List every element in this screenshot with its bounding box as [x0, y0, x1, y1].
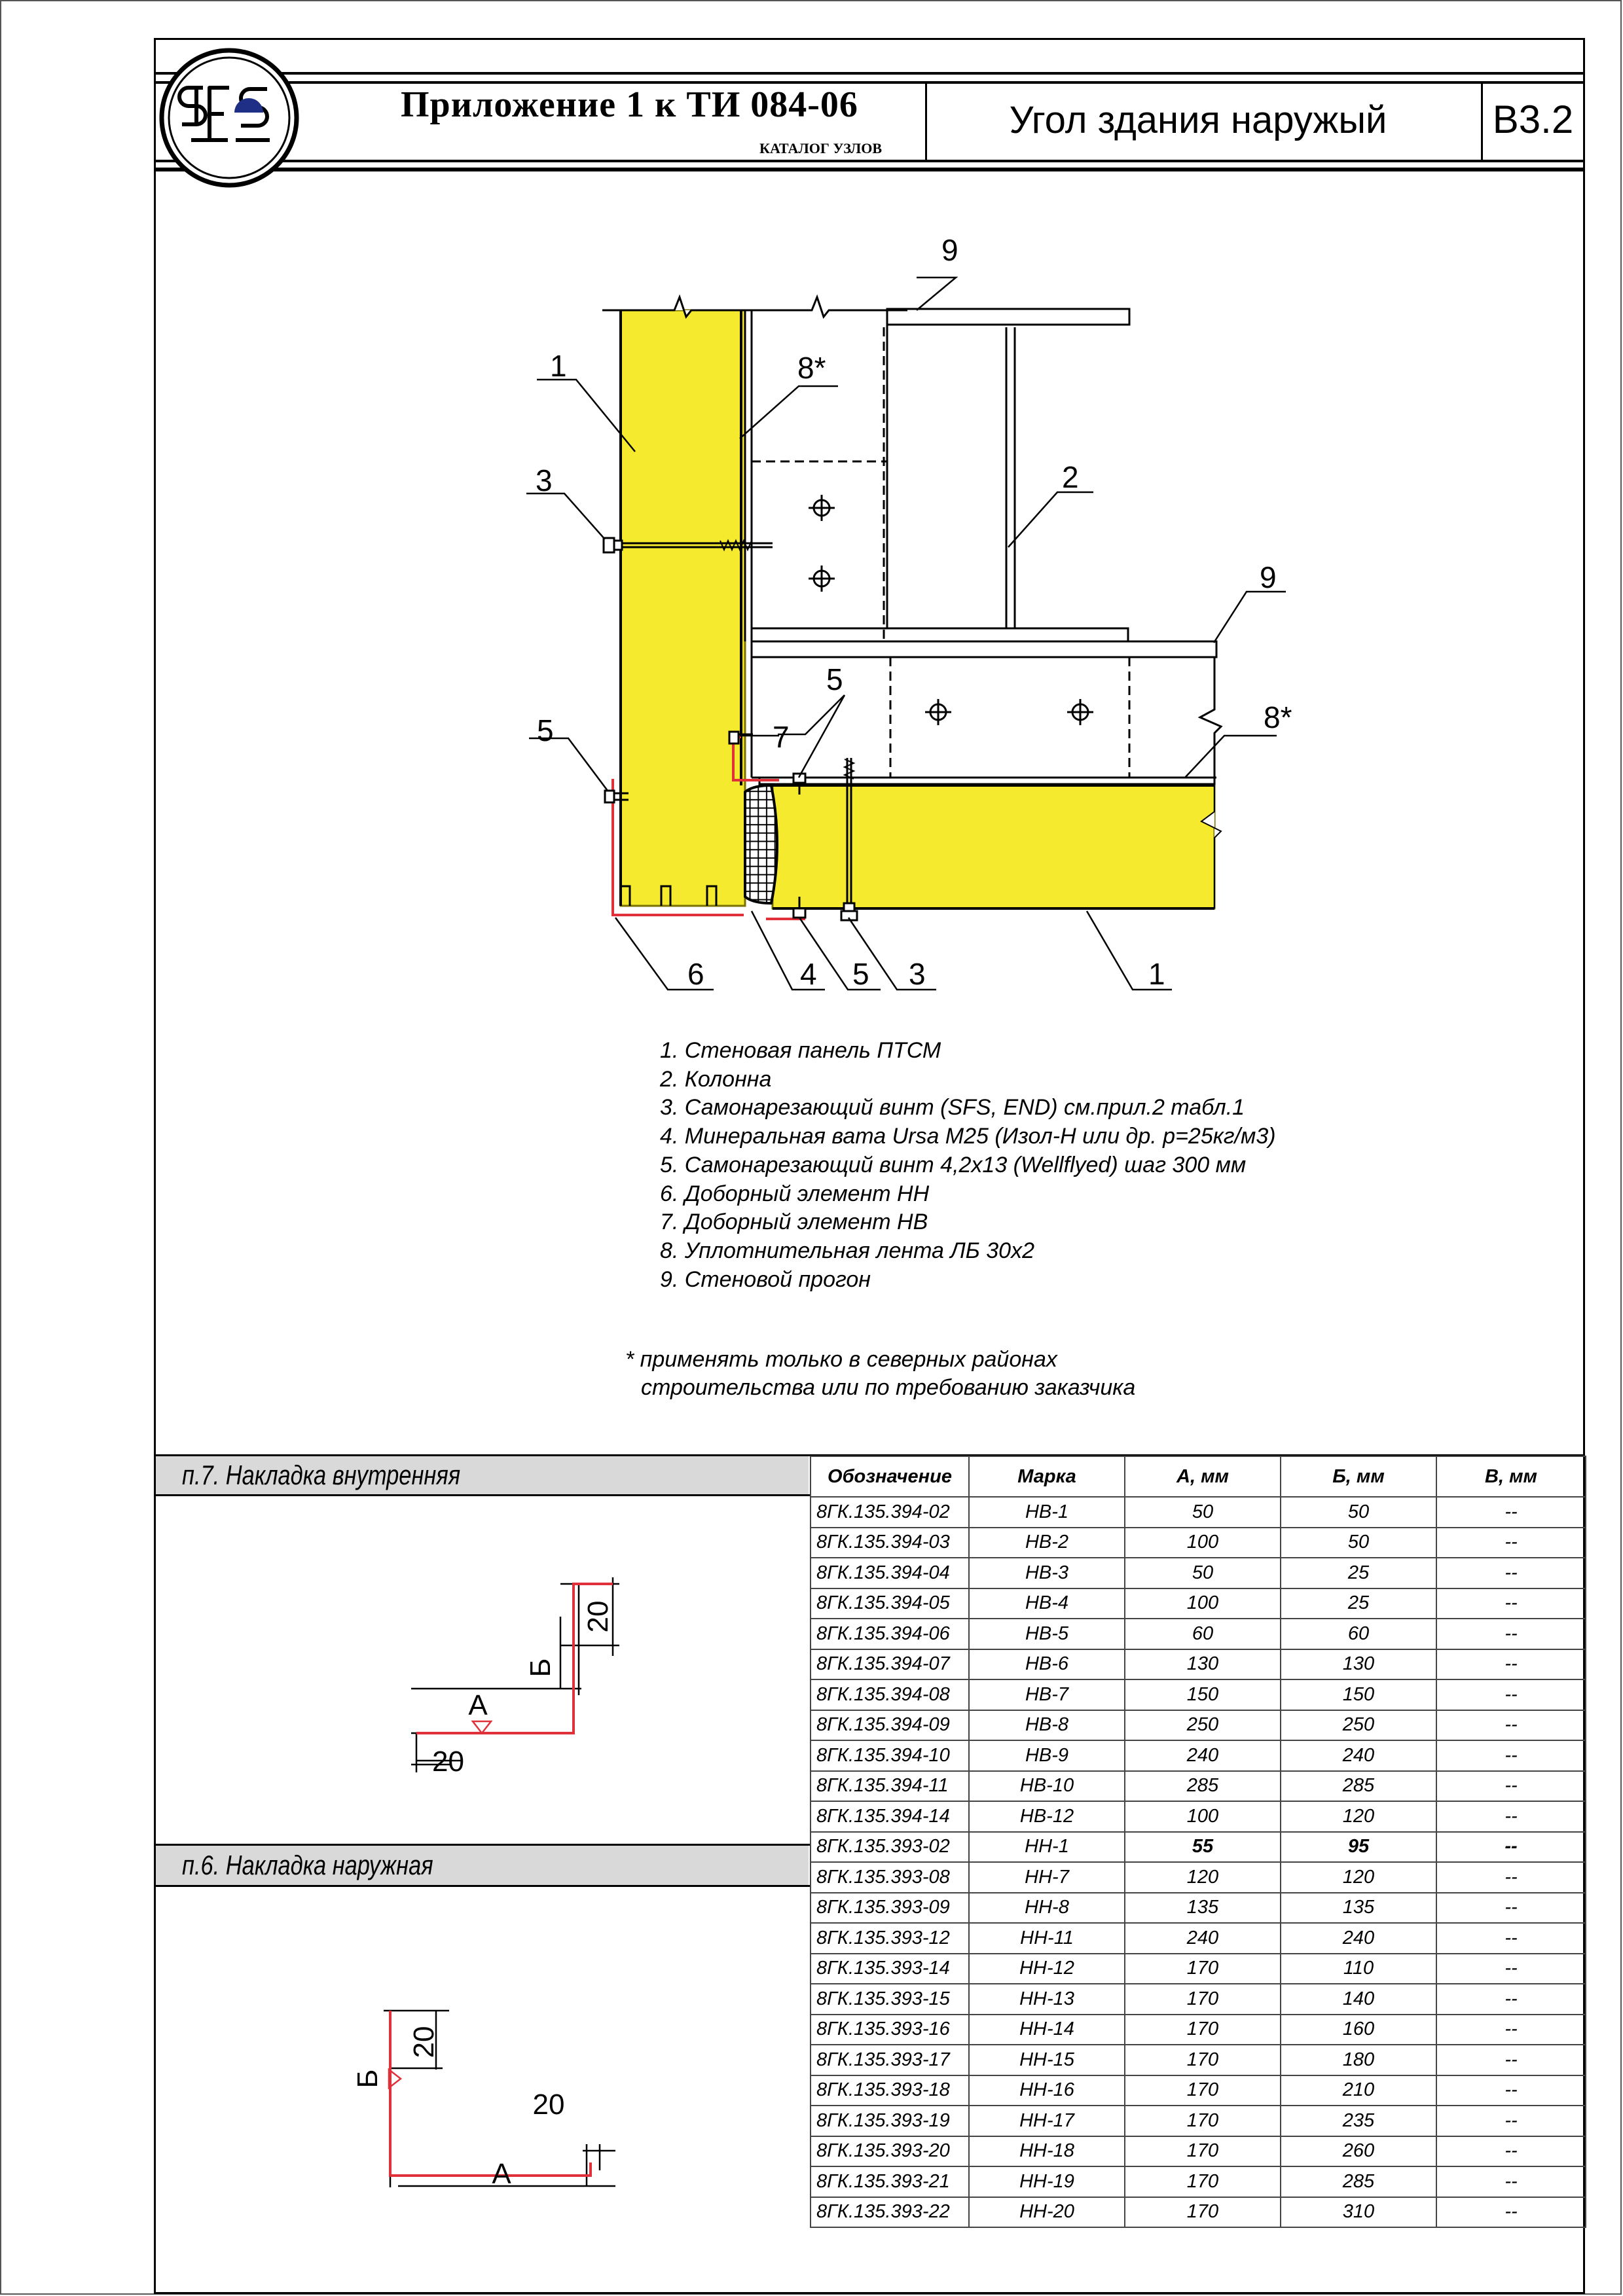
cell-designation: 8ГК.135.393-20 [811, 2136, 969, 2167]
cell-v: -- [1436, 1619, 1586, 1649]
cell-mark: НН-14 [969, 2015, 1125, 2045]
cell-mark: НВ-12 [969, 1801, 1125, 1832]
cell-a: 240 [1125, 1740, 1281, 1771]
dim-a-outer: А [492, 2158, 511, 2190]
vertical-wall-panel [621, 310, 745, 906]
footnote-line-1: * применять только в северных районах [625, 1347, 1057, 1372]
cell-mark: НН-11 [969, 1923, 1125, 1954]
cell-designation: 8ГК.135.394-08 [811, 1679, 969, 1710]
table-row [811, 2045, 1586, 2075]
table-row [811, 1679, 1586, 1710]
cell-designation: 8ГК.135.394-09 [811, 1710, 969, 1741]
cell-a: 170 [1125, 2075, 1281, 2106]
cell-v: -- [1436, 2136, 1586, 2167]
cell-v: -- [1436, 1558, 1586, 1588]
cell-v: -- [1436, 1679, 1586, 1710]
cell-designation: 8ГК.135.393-08 [811, 1862, 969, 1893]
cell-mark: НН-19 [969, 2166, 1125, 2197]
cell-a: 100 [1125, 1801, 1281, 1832]
cell-mark: НВ-1 [969, 1497, 1125, 1528]
table-row [811, 1497, 1586, 1528]
cell-a: 170 [1125, 1954, 1281, 1984]
cell-designation: 8ГК.135.393-14 [811, 1954, 969, 1984]
cell-a: 100 [1125, 1588, 1281, 1619]
cell-v: -- [1436, 1954, 1586, 1984]
table-row [811, 1710, 1586, 1741]
cell-v: -- [1436, 1649, 1586, 1680]
table-row [811, 2166, 1586, 2197]
cell-mark: НН-16 [969, 2075, 1125, 2106]
callout-9-right: 9 [1260, 560, 1277, 594]
cell-b: 235 [1281, 2106, 1436, 2136]
cell-b: 250 [1281, 1710, 1436, 1741]
dim-20-outer-left: 20 [408, 2026, 440, 2058]
table-row [811, 1862, 1586, 1893]
cell-a: 100 [1125, 1528, 1281, 1558]
callout-5-mid: 5 [826, 662, 843, 696]
outer-flashing-sketch [340, 1996, 615, 2193]
table-row [811, 2015, 1586, 2045]
dim-a-inner: А [468, 1689, 488, 1721]
footnote-line-2: строительства или по требованию заказчика [641, 1375, 1136, 1400]
cell-designation: 8ГК.135.393-16 [811, 2015, 969, 2045]
cell-b: 110 [1281, 1954, 1436, 1984]
cell-a: 50 [1125, 1558, 1281, 1588]
cell-b: 240 [1281, 1923, 1436, 1954]
cell-mark: НН-13 [969, 1984, 1125, 2015]
inner-flashing-sketch [393, 1571, 629, 1787]
legend-item: 6. Доборный элемент НН [660, 1181, 930, 1206]
legend-item: 7. Доборный элемент НВ [660, 1210, 928, 1235]
cell-designation: 8ГК.135.393-19 [811, 2106, 969, 2136]
callout-3-bottom: 3 [909, 957, 926, 991]
cell-b: 310 [1281, 2197, 1436, 2228]
cell-b: 50 [1281, 1528, 1436, 1558]
horizontal-wall-panel [773, 785, 1221, 908]
cell-mark: НН-12 [969, 1954, 1125, 1984]
callout-1-top: 1 [550, 349, 567, 383]
col-header-a: А, мм [1125, 1456, 1281, 1497]
cell-designation: 8ГК.135.393-15 [811, 1984, 969, 2015]
cell-designation: 8ГК.135.394-05 [811, 1588, 969, 1619]
cell-v: -- [1436, 1771, 1586, 1802]
cell-b: 135 [1281, 1893, 1436, 1924]
section-label-inner: п.7. Накладка внутренняя [182, 1460, 461, 1490]
cell-mark: НВ-7 [969, 1679, 1125, 1710]
callout-8-top: 8* [797, 351, 826, 385]
callout-5-bottom: 5 [852, 957, 869, 991]
cell-designation: 8ГК.135.393-22 [811, 2197, 969, 2228]
cell-mark: НВ-9 [969, 1740, 1125, 1771]
cell-v: -- [1436, 1710, 1586, 1741]
table-row [811, 1528, 1586, 1558]
cell-mark: НН-20 [969, 2197, 1125, 2228]
cell-b: 210 [1281, 2075, 1436, 2106]
cell-a: 250 [1125, 1710, 1281, 1741]
legend [660, 1037, 1276, 1294]
cell-b: 120 [1281, 1862, 1436, 1893]
cell-a: 170 [1125, 2136, 1281, 2167]
cell-mark: НВ-8 [969, 1710, 1125, 1741]
drawing-name: Угол здания наружый [1009, 99, 1387, 141]
cell-v: -- [1436, 2106, 1586, 2136]
cell-b: 285 [1281, 2166, 1436, 2197]
callout-3-left: 3 [536, 463, 553, 497]
table-row [811, 1771, 1586, 1802]
cell-a: 60 [1125, 1619, 1281, 1649]
col-header-mark: Марка [969, 1456, 1125, 1497]
dim-20-inner-bottom: 20 [432, 1746, 464, 1778]
legend-item: 8. Уплотнительная лента ЛБ 30х2 [660, 1238, 1034, 1263]
cell-designation: 8ГК.135.393-18 [811, 2075, 969, 2106]
cell-designation: 8ГК.135.394-02 [811, 1497, 969, 1528]
cell-a: 150 [1125, 1679, 1281, 1710]
table-row [811, 1954, 1586, 1984]
legend-item: 3. Самонарезающий винт (SFS, END) см.прил.2 табл.1 [660, 1095, 1245, 1121]
flashing-spec-table [810, 1456, 1586, 2228]
callout-6: 6 [687, 957, 704, 991]
table-row [811, 1740, 1586, 1771]
table-row [811, 1619, 1586, 1649]
cell-a: 170 [1125, 2106, 1281, 2136]
cell-v: -- [1436, 1588, 1586, 1619]
purlin [752, 641, 1221, 778]
cell-v: -- [1436, 1984, 1586, 2015]
cell-a: 240 [1125, 1923, 1281, 1954]
cell-b: 25 [1281, 1558, 1436, 1588]
cell-mark: НВ-4 [969, 1588, 1125, 1619]
cell-b: 240 [1281, 1740, 1436, 1771]
col-header-v: В, мм [1436, 1456, 1586, 1497]
cell-designation: 8ГК.135.394-10 [811, 1740, 969, 1771]
table-row [811, 1984, 1586, 2015]
dim-20-inner-right: 20 [582, 1600, 614, 1633]
table-row [811, 2106, 1586, 2136]
section-band-outer-rule [156, 1885, 810, 1887]
table-row [811, 1801, 1586, 1832]
cell-b: 260 [1281, 2136, 1436, 2167]
table-row [811, 1923, 1586, 1954]
legend-item: 4. Минеральная вата Ursa M25 (Изол-Н или др. р=25кг/м3) [660, 1124, 1276, 1149]
cell-a: 120 [1125, 1862, 1281, 1893]
callout-7: 7 [773, 720, 790, 754]
cell-a: 170 [1125, 2015, 1281, 2045]
cell-v: -- [1436, 2197, 1586, 2228]
table-header-row [811, 1456, 1586, 1497]
section-band-inner-rule [156, 1494, 810, 1496]
cell-b: 150 [1281, 1679, 1436, 1710]
cell-v: -- [1436, 1497, 1586, 1528]
cell-a: 135 [1125, 1893, 1281, 1924]
legend-item: 9. Стеновой прогон [660, 1266, 871, 1292]
callout-9-top: 9 [941, 233, 958, 267]
cell-v: -- [1436, 2166, 1586, 2197]
cell-mark: НН-8 [969, 1893, 1125, 1924]
cell-designation: 8ГК.135.393-21 [811, 2166, 969, 2197]
cell-designation: 8ГК.135.393-12 [811, 1923, 969, 1954]
legend-item: 5. Самонарезающий винт 4,2х13 (Wellflyed) шаг 300 мм [660, 1152, 1247, 1177]
cell-b: 285 [1281, 1771, 1436, 1802]
mineral-wool [745, 785, 777, 903]
callout-5-left: 5 [537, 713, 554, 747]
dim-b-outer: Б [352, 2069, 384, 2089]
cell-designation: 8ГК.135.394-11 [811, 1771, 969, 1802]
bolt-holes [809, 495, 1093, 725]
cell-v: -- [1436, 2015, 1586, 2045]
cell-designation: 8ГК.135.393-02 [811, 1832, 969, 1863]
cell-v: -- [1436, 1862, 1586, 1893]
section-label-outer: п.6. Накладка наружная [182, 1850, 433, 1880]
cell-v: -- [1436, 1740, 1586, 1771]
catalog-subtitle: КАТАЛОГ УЗЛОВ [759, 140, 883, 156]
cell-mark: НН-1 [969, 1832, 1125, 1863]
cell-mark: НН-7 [969, 1862, 1125, 1893]
cell-designation: 8ГК.135.394-06 [811, 1619, 969, 1649]
cell-b: 140 [1281, 1984, 1436, 2015]
cell-b: 50 [1281, 1497, 1436, 1528]
table-row [811, 1832, 1586, 1863]
cell-a: 130 [1125, 1649, 1281, 1680]
legend-item: 1. Стеновая панель ПТСМ [660, 1038, 941, 1063]
cell-mark: НВ-6 [969, 1649, 1125, 1680]
callout-4: 4 [800, 957, 817, 991]
cell-b: 120 [1281, 1801, 1436, 1832]
table-row [811, 2136, 1586, 2167]
dim-b-inner: Б [524, 1658, 556, 1677]
cell-v: -- [1436, 2045, 1586, 2075]
cell-b: 180 [1281, 2045, 1436, 2075]
callout-1-bottom: 1 [1148, 957, 1165, 991]
cell-a: 55 [1125, 1832, 1281, 1863]
cell-designation: 8ГК.135.393-09 [811, 1893, 969, 1924]
cell-a: 285 [1125, 1771, 1281, 1802]
cell-b: 25 [1281, 1588, 1436, 1619]
table-row [811, 1558, 1586, 1588]
cell-mark: НВ-2 [969, 1528, 1125, 1558]
cell-v: -- [1436, 1801, 1586, 1832]
cell-v: -- [1436, 1528, 1586, 1558]
table-row [811, 1588, 1586, 1619]
cell-v: -- [1436, 2075, 1586, 2106]
appendix-title: Приложение 1 к ТИ 084-06 [401, 84, 858, 125]
cell-b: 160 [1281, 2015, 1436, 2045]
cell-a: 170 [1125, 2197, 1281, 2228]
cell-v: -- [1436, 1923, 1586, 1954]
legend-item: 2. Колонна [660, 1066, 772, 1092]
table-row [811, 1649, 1586, 1680]
cell-v: -- [1436, 1832, 1586, 1863]
cell-v: -- [1436, 1893, 1586, 1924]
cell-a: 170 [1125, 1984, 1281, 2015]
cell-designation: 8ГК.135.394-04 [811, 1558, 969, 1588]
cell-a: 50 [1125, 1497, 1281, 1528]
cell-mark: НВ-5 [969, 1619, 1125, 1649]
cell-designation: 8ГК.135.394-03 [811, 1528, 969, 1558]
cell-mark: НН-17 [969, 2106, 1125, 2136]
col-header-designation: Обозначение [811, 1456, 969, 1497]
table-row [811, 1893, 1586, 1924]
cell-b: 95 [1281, 1832, 1436, 1863]
cell-mark: НВ-10 [969, 1771, 1125, 1802]
cell-mark: НН-18 [969, 2136, 1125, 2167]
cell-a: 170 [1125, 2166, 1281, 2197]
callout-8-right: 8* [1264, 700, 1292, 734]
cell-designation: 8ГК.135.393-17 [811, 2045, 969, 2075]
cell-b: 130 [1281, 1649, 1436, 1680]
cell-b: 60 [1281, 1619, 1436, 1649]
footnote [625, 1346, 1135, 1402]
cell-designation: 8ГК.135.394-07 [811, 1649, 969, 1680]
cell-mark: НВ-3 [969, 1558, 1125, 1588]
drawing-code: В3.2 [1492, 98, 1574, 141]
dim-20-outer-right: 20 [532, 2089, 565, 2121]
col-header-b: Б, мм [1281, 1456, 1436, 1497]
cell-mark: НН-15 [969, 2045, 1125, 2075]
cell-designation: 8ГК.135.394-14 [811, 1801, 969, 1832]
callout-2: 2 [1062, 460, 1079, 494]
cell-a: 170 [1125, 2045, 1281, 2075]
corner-detail-drawing [0, 0, 1623, 1021]
table-row [811, 2197, 1586, 2228]
table-row [811, 2075, 1586, 2106]
